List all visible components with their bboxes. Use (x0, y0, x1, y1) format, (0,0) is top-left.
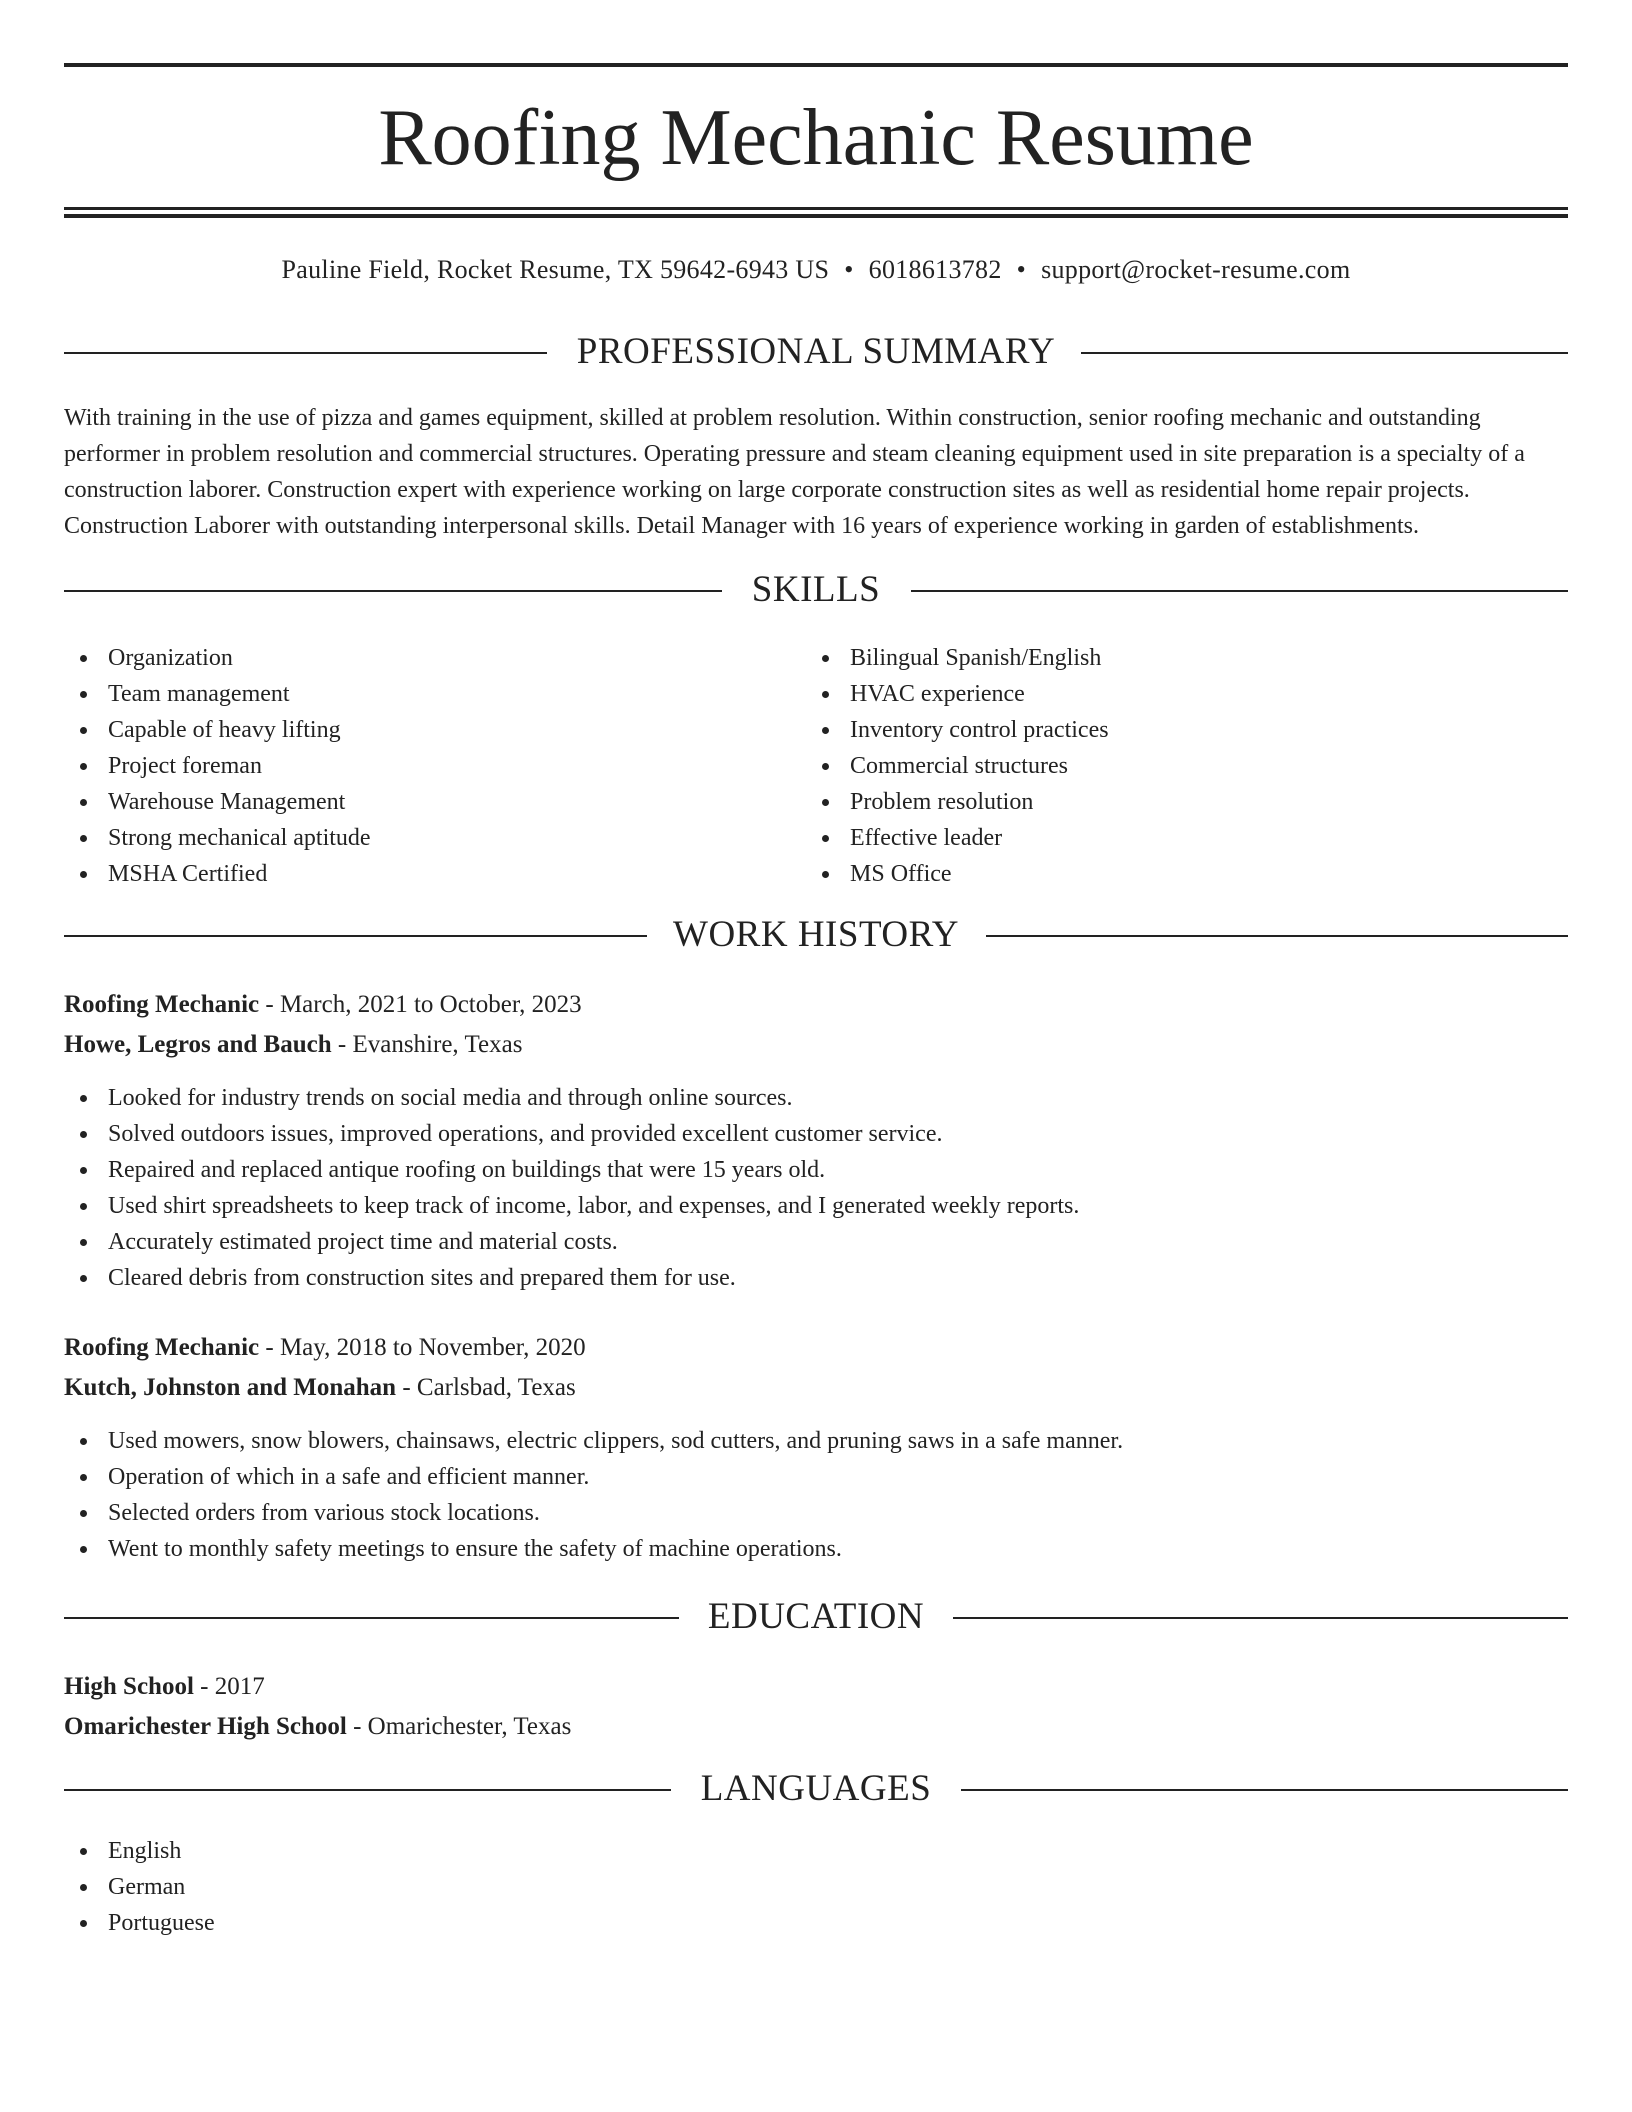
section-title: LANGUAGES (700, 1768, 932, 1809)
job-duty: Solved outdoors issues, improved operations, and provided excellent customer service. (64, 1116, 1079, 1152)
job-title-line (64, 1328, 586, 1368)
header-bottom-rule-2 (64, 214, 1568, 218)
job-dates: - March, 2021 to October, 2023 (259, 991, 582, 1018)
job-duty: Used mowers, snow blowers, chainsaws, electric clippers, sod cutters, and pruning saws in a safe manner. (64, 1423, 1123, 1459)
contact-address: Pauline Field, Rocket Resume, TX 59642-6943 US (281, 255, 830, 284)
skill-item: Bilingual Spanish/English (806, 640, 1109, 676)
heading-rule-right (961, 1789, 1568, 1791)
education-location: - Omarichester, Texas (346, 1713, 572, 1740)
skill-item: Project foreman (64, 748, 371, 784)
heading-rule-right (986, 935, 1568, 937)
skills-list-right (806, 640, 1109, 892)
skills-heading (64, 566, 1568, 614)
header-top-rule (64, 63, 1568, 67)
contact-line (64, 252, 1568, 288)
job-company: Kutch, Johnston and Monahan (64, 1374, 397, 1401)
skill-item: MS Office (806, 856, 1109, 892)
skill-item: Effective leader (806, 820, 1109, 856)
contact-phone: 6018613782 (868, 255, 1002, 284)
education-degree: High School (64, 1673, 194, 1700)
skill-item: Strong mechanical aptitude (64, 820, 371, 856)
job-duty: Selected orders from various stock locations. (64, 1495, 1123, 1531)
contact-separator: • (844, 255, 854, 284)
skill-item: Warehouse Management (64, 784, 371, 820)
job-duty: Looked for industry trends on social media and through online sources. (64, 1080, 1079, 1116)
job-duties-list (64, 1080, 1079, 1296)
section-title: SKILLS (751, 569, 881, 610)
job-company-line (64, 1368, 576, 1408)
skill-item: Team management (64, 676, 371, 712)
education-year: - 2017 (193, 1673, 265, 1700)
contact-separator: • (1016, 255, 1027, 284)
skill-item: Inventory control practices (806, 712, 1109, 748)
languages-list (64, 1833, 215, 1941)
job-title: Roofing Mechanic (64, 1334, 260, 1361)
education-school-line (64, 1707, 571, 1747)
education-heading (64, 1593, 1568, 1641)
skills-list-left (64, 640, 371, 892)
job-duty: Repaired and replaced antique roofing on buildings that were 15 years old. (64, 1152, 1079, 1188)
job-duty: Operation of which in a safe and efficient manner. (64, 1459, 1123, 1495)
language-item: German (64, 1869, 215, 1905)
section-title: EDUCATION (707, 1596, 925, 1637)
summary-text: With training in the use of pizza and games equipment, skilled at problem resolution. Within construction, senior roofing mechanic and outstanding performer in problem resolution and commercial structures. Operating pressure and steam cleaning equipment used in site preparation is a specialty of a construction laborer. Construction expert with experience working on large corporate construction sites as well as residential home repair projects. Construction Laborer with outstanding interpersonal skills. Detail Manager with 16 years of experience working in garden of establishments. (64, 405, 1525, 539)
language-item: Portuguese (64, 1905, 215, 1941)
languages-heading (64, 1765, 1568, 1813)
job-duty: Used shirt spreadsheets to keep track of income, labor, and expenses, and I generated weekly reports. (64, 1188, 1079, 1224)
summary-heading (64, 328, 1568, 376)
education-school: Omarichester High School (64, 1713, 347, 1740)
job-duty: Went to monthly safety meetings to ensure the safety of machine operations. (64, 1531, 1123, 1567)
job-duties-list (64, 1423, 1123, 1567)
skill-item: Problem resolution (806, 784, 1109, 820)
job-company: Howe, Legros and Bauch (64, 1031, 332, 1058)
work-history-heading (64, 911, 1568, 959)
skill-item: Commercial structures (806, 748, 1109, 784)
skill-item: HVAC experience (806, 676, 1109, 712)
education-degree-line (64, 1667, 265, 1707)
header-bottom-rule (64, 207, 1568, 210)
resume-title: Roofing Mechanic Resume (378, 94, 1254, 182)
section-title: PROFESSIONAL SUMMARY (576, 331, 1056, 372)
heading-rule-right (911, 590, 1568, 592)
job-location: - Carlsbad, Texas (396, 1374, 576, 1401)
skill-item: MSHA Certified (64, 856, 371, 892)
job-title-line (64, 985, 582, 1025)
job-dates: - May, 2018 to November, 2020 (259, 1334, 586, 1361)
section-title: WORK HISTORY (673, 914, 959, 955)
heading-rule-right (953, 1617, 1568, 1619)
job-location: - Evanshire, Texas (331, 1031, 523, 1058)
job-duty: Cleared debris from construction sites and prepared them for use. (64, 1260, 1079, 1296)
job-company-line (64, 1025, 522, 1065)
heading-rule-right (1081, 352, 1568, 354)
job-duty: Accurately estimated project time and material costs. (64, 1224, 1079, 1260)
skill-item: Organization (64, 640, 371, 676)
contact-email: support@rocket-resume.com (1041, 255, 1351, 284)
job-title: Roofing Mechanic (64, 991, 260, 1018)
language-item: English (64, 1833, 215, 1869)
skill-item: Capable of heavy lifting (64, 712, 371, 748)
